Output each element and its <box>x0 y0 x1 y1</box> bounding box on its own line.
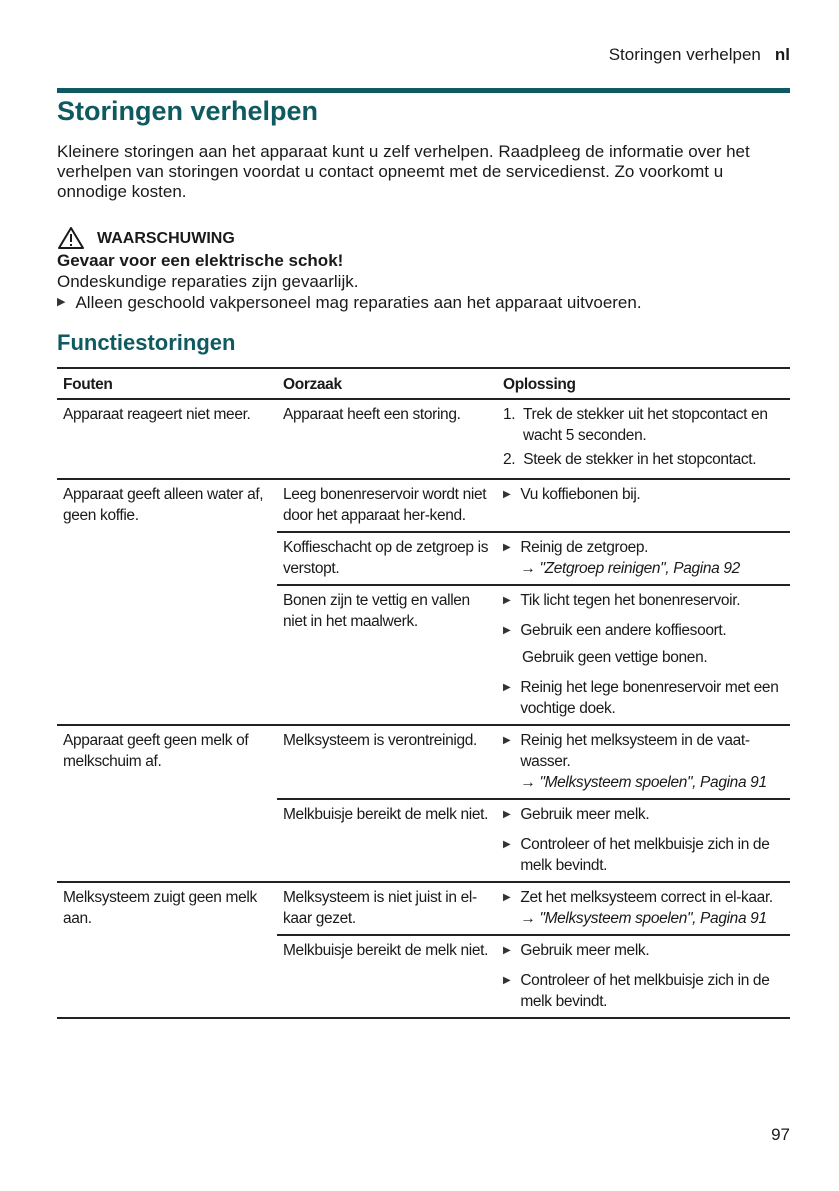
fault-cell: Melksysteem zuigt geen melk aan. <box>57 882 277 1018</box>
page-title: Storingen verhelpen <box>57 96 319 126</box>
bullet-text: Controleer of het melkbuisje zich in de melk bevindt. <box>520 972 770 1010</box>
solution-bullet <box>503 804 784 825</box>
arrow-right-icon: → <box>520 910 540 927</box>
cause-cell: Melksysteem is niet juist in el-kaar gezet. <box>277 882 497 935</box>
triangle-bullet-icon: ▶ <box>503 809 511 820</box>
reference-text: "Melksysteem spoelen", Pagina 91 <box>539 910 767 927</box>
fault-cell: Apparaat geeft geen melk of melkschuim af. <box>57 725 277 882</box>
bullet-text: Vu koffiebonen bij. <box>520 486 641 503</box>
solution-cell <box>497 725 790 799</box>
triangle-bullet-icon: ▶ <box>503 839 511 850</box>
faults-table <box>57 367 790 1019</box>
triangle-bullet-icon: ▶ <box>503 682 511 693</box>
reference-text: "Melksysteem spoelen", Pagina 91 <box>539 774 767 791</box>
step-number: 1. <box>503 406 516 423</box>
solution-bullet <box>503 620 784 641</box>
solution-bullet <box>503 887 784 929</box>
table-row <box>57 399 790 479</box>
header-lang: nl <box>774 45 790 64</box>
triangle-bullet-icon: ▶ <box>503 489 511 500</box>
solution-bullet <box>503 834 784 876</box>
triangle-bullet-icon: ▶ <box>503 892 511 903</box>
solution-bullet <box>503 590 784 611</box>
solution-cell <box>497 935 790 1018</box>
triangle-bullet-icon: ▶ <box>503 945 511 956</box>
arrow-right-icon: → <box>520 560 540 577</box>
running-header <box>609 45 790 65</box>
warning-action <box>57 292 797 313</box>
bullet-text: Reinig het melksysteem in de vaat-wasser. <box>520 732 750 770</box>
bullet-text: Zet het melksysteem correct in el-kaar. <box>520 889 773 906</box>
solution-cell <box>497 882 790 935</box>
solution-cell <box>497 399 790 479</box>
column-header-oplossing: Oplossing <box>497 368 790 399</box>
table-header-row <box>57 368 790 399</box>
bullet-text: Gebruik een andere koffiesoort. <box>520 622 727 639</box>
warning-box <box>57 226 797 313</box>
cause-cell: Melkbuisje bereikt de melk niet. <box>277 935 497 1018</box>
solution-cell <box>497 585 790 725</box>
table-row <box>57 882 790 935</box>
triangle-bullet-icon: ▶ <box>503 542 511 553</box>
triangle-bullet-icon: ▶ <box>57 296 66 308</box>
header-section: Storingen verhelpen <box>608 45 761 64</box>
solution-step <box>503 449 784 470</box>
page-number: 97 <box>771 1125 790 1144</box>
solution-bullet <box>503 940 784 961</box>
bullet-body <box>520 730 784 793</box>
solution-bullet <box>503 970 784 1012</box>
intro-paragraph: Kleinere storingen aan het apparaat kunt u zelf verhelpen. Raadpleeg de informatie over het verhelpen van storingen voordat u contact opneemt met de servicedienst. Zo voorkomt u onnodige kosten. <box>57 142 750 201</box>
cause-cell: Bonen zijn te vettig en vallen niet in het maalwerk. <box>277 585 497 725</box>
warning-heading <box>57 226 797 250</box>
cause-cell: Leeg bonenreservoir wordt niet door het apparaat her-kend. <box>277 479 497 532</box>
column-header-oorzaak: Oorzaak <box>277 368 497 399</box>
triangle-bullet-icon: ▶ <box>503 625 511 636</box>
column-header-fouten: Fouten <box>57 368 277 399</box>
step-text: Trek de stekker uit het stopcontact en wacht 5 seconden. <box>523 406 768 444</box>
bullet-text: Gebruik meer melk. <box>520 806 650 823</box>
warning-label: WAARSCHUWING <box>97 229 235 247</box>
page-reference[interactable] <box>520 910 766 927</box>
reference-text: "Zetgroep reinigen", Pagina 92 <box>539 560 740 577</box>
solution-bullet <box>503 730 784 793</box>
fault-cell: Apparaat geeft alleen water af, geen koffie. <box>57 479 277 725</box>
triangle-bullet-icon: ▶ <box>503 975 511 986</box>
step-text: Steek de stekker in het stopcontact. <box>523 451 757 468</box>
bullet-text: Gebruik meer melk. <box>520 942 650 959</box>
cause-cell: Koffieschacht op de zetgroep is verstopt. <box>277 532 497 585</box>
warning-subtitle: Gevaar voor een elektrische schok! <box>57 251 344 270</box>
cause-cell: Apparaat heeft een storing. <box>283 406 461 423</box>
solution-bullet <box>503 677 784 719</box>
warning-action-text: Alleen geschoold vakpersoneel mag reparaties aan het apparaat uitvoeren. <box>75 293 642 312</box>
warning-text: Ondeskundige reparaties zijn gevaarlijk. <box>57 272 359 291</box>
triangle-bullet-icon: ▶ <box>503 595 511 606</box>
fault-cell: Apparaat reageert niet meer. <box>63 406 251 423</box>
cause-cell: Melkbuisje bereikt de melk niet. <box>277 799 497 882</box>
bullet-text: Tik licht tegen het bonenreservoir. <box>520 592 741 609</box>
arrow-right-icon: → <box>520 774 540 791</box>
solution-step <box>503 404 784 446</box>
section-title: Functiestoringen <box>57 330 236 355</box>
solution-note: Gebruik geen vettige bonen. <box>522 649 708 666</box>
page-reference[interactable] <box>520 774 766 791</box>
title-rule <box>57 88 790 93</box>
solution-bullet <box>503 537 784 579</box>
bullet-text: Controleer of het melkbuisje zich in de melk bevindt. <box>520 836 770 874</box>
solution-cell <box>497 532 790 585</box>
table-row <box>57 479 790 532</box>
bullet-body <box>520 537 740 579</box>
table-row <box>57 725 790 799</box>
solution-bullet <box>503 484 784 505</box>
page-reference[interactable] <box>520 560 740 577</box>
bullet-text: Reinig het lege bonenreservoir met een vochtige doek. <box>520 679 779 717</box>
solution-cell <box>497 479 790 532</box>
solution-cell <box>497 799 790 882</box>
triangle-bullet-icon: ▶ <box>503 735 511 746</box>
bullet-text: Reinig de zetgroep. <box>520 539 649 556</box>
warning-triangle-icon <box>57 226 85 250</box>
step-number: 2. <box>503 451 516 468</box>
cause-cell: Melksysteem is verontreinigd. <box>277 725 497 799</box>
bullet-body <box>520 887 773 929</box>
